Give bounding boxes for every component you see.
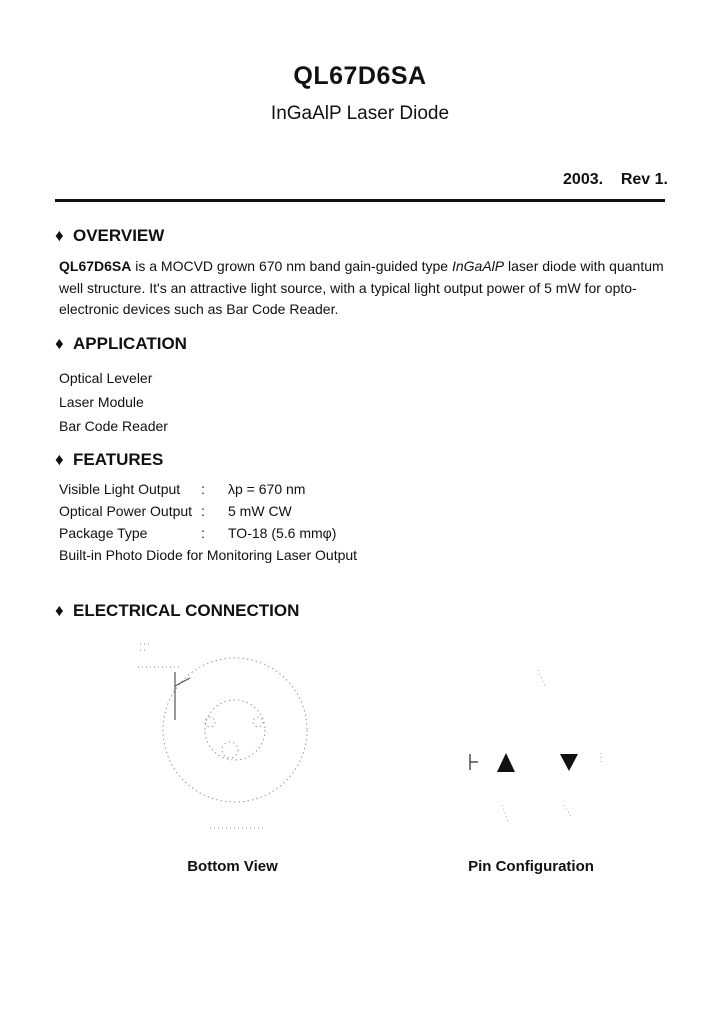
- overview-paragraph: [59, 256, 669, 321]
- overview-text-italic: InGaAlP: [451, 258, 505, 274]
- diamond-bullet-icon: ♦: [55, 334, 64, 353]
- application-item: Laser Module: [59, 394, 144, 410]
- features-heading-text: FEATURES: [73, 450, 164, 469]
- diamond-bullet-icon: ♦: [55, 450, 64, 469]
- photo-diode-arrow-down-icon: [560, 754, 578, 771]
- overview-text-1: is a MOCVD grown 670 nm band gain-guided type: [131, 258, 452, 274]
- section-electrical-heading: [55, 601, 299, 621]
- feature-value: λp = 670 nm: [228, 481, 306, 497]
- feature-colon: :: [201, 503, 205, 519]
- application-heading-text: APPLICATION: [73, 334, 187, 353]
- application-item: Optical Leveler: [59, 370, 153, 386]
- section-features-heading: [55, 450, 163, 470]
- feature-value: TO-18 (5.6 mmφ): [228, 525, 337, 541]
- pin-configuration-diagram: [460, 660, 620, 840]
- bottom-view-caption: Bottom View: [187, 858, 278, 875]
- electrical-heading-text: ELECTRICAL CONNECTION: [73, 601, 300, 620]
- revision-label: 2003. Rev 1.: [563, 171, 668, 188]
- feature-colon: :: [201, 481, 205, 497]
- overview-text-2: laser diode with quantum well structure. It's an attractive light source, with a typical light output power of 5 mW for opto-electronic devices such as Bar Code Reader.: [59, 258, 664, 317]
- section-overview-heading: [55, 226, 164, 246]
- pin-configuration-caption: Pin Configuration: [468, 858, 594, 875]
- bottom-view-diagram: [130, 630, 330, 840]
- feature-colon: :: [201, 525, 205, 541]
- overview-heading-text: OVERVIEW: [73, 226, 165, 245]
- feature-extra: Built-in Photo Diode for Monitoring Laser Output: [59, 547, 358, 563]
- feature-value: 5 mW CW: [228, 503, 292, 519]
- page-subtitle: InGaAlP Laser Diode: [270, 103, 450, 124]
- header-divider: [55, 199, 665, 202]
- overview-part-name: QL67D6SA: [59, 258, 132, 274]
- feature-label: Package Type: [59, 525, 148, 541]
- feature-label: Optical Power Output: [59, 503, 193, 519]
- section-application-heading: [55, 334, 187, 354]
- page-title: QL67D6SA: [293, 62, 427, 90]
- laser-diode-arrow-up-icon: [497, 753, 515, 772]
- diamond-bullet-icon: ♦: [55, 601, 64, 620]
- feature-label: Visible Light Output: [59, 481, 181, 497]
- application-item: Bar Code Reader: [59, 418, 168, 434]
- diamond-bullet-icon: ♦: [55, 226, 64, 245]
